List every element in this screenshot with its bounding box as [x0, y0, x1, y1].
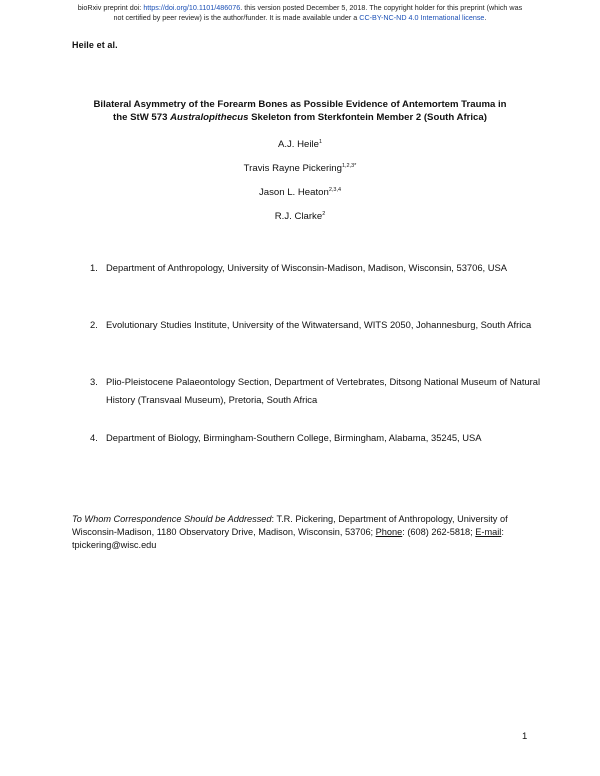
author-affiliation-marker: 2,3,4 — [328, 186, 342, 193]
page-number: 1 — [522, 731, 528, 742]
phone-label: Phone — [375, 527, 403, 538]
banner-line2-prefix: not certified by peer review) is the author/funder. It is made available under a — [113, 12, 360, 22]
author-1 — [0, 139, 600, 150]
author-2 — [0, 163, 600, 174]
affiliation-item-4 — [90, 429, 550, 447]
affiliation-number: 4. — [90, 432, 98, 443]
banner-line1-prefix: bioRxiv preprint doi: — [77, 3, 144, 12]
author-3 — [0, 187, 600, 198]
affiliation-text: Department of Anthropology, University of Wisconsin-Madison, Madison, Wisconsin, 53706, USA — [106, 262, 508, 273]
banner-line-2 — [0, 13, 600, 23]
affiliation-item-2 — [90, 316, 550, 334]
author-name: Travis Rayne Pickering — [243, 163, 342, 174]
title-line2-suffix: Skeleton from Sterkfontein Member 2 (South Africa) — [248, 112, 487, 123]
email-label: E-mail — [475, 527, 502, 538]
affiliation-text: Department of Biology, Birmingham-Southern College, Birmingham, Alabama, 35245, USA — [106, 432, 482, 443]
title-line-1: Bilateral Asymmetry of the Forearm Bones as Possible Evidence of Antemortem Trauma in — [93, 99, 507, 110]
correspondence-lead: To Whom Correspondence Should be Addressed — [72, 514, 272, 524]
banner-line2-suffix: . — [484, 12, 487, 22]
author-affiliation-marker: 2 — [322, 210, 326, 217]
title-line-2 — [40, 111, 560, 124]
author-name: Jason L. Heaton — [258, 187, 329, 198]
doi-link[interactable]: https://doi.org/10.1101/486076 — [143, 3, 241, 12]
banner-line-1 — [0, 3, 600, 13]
affiliation-number: 3. — [90, 376, 98, 387]
title-genus: Australopithecus — [170, 112, 249, 123]
correspondence-block — [72, 513, 532, 553]
correspondence-address: : T.R. Pickering, Department of Anthropology, University of Wisconsin-Madison, 1180 Observatory Drive, Madison, Wisconsin, 53706; — [72, 514, 508, 538]
affiliation-text: Evolutionary Studies Institute, University of the Witwatersand, WITS 2050, Johannesburg, South Africa — [106, 319, 532, 330]
author-affiliation-marker: 1 — [319, 138, 323, 145]
banner-line1-suffix: . this version posted December 5, 2018. The copyright holder for this preprint (which was — [240, 3, 523, 12]
running-head: Heile et al. — [72, 40, 118, 50]
affiliation-item-1 — [90, 259, 550, 277]
phone-number: : (608) 262-5818; — [402, 527, 476, 538]
license-link[interactable]: CC-BY-NC-ND 4.0 International license — [359, 12, 485, 22]
affiliation-number: 1. — [90, 262, 98, 273]
preprint-banner — [0, 3, 600, 22]
affiliation-item-3 — [90, 373, 550, 408]
affiliation-text: Plio-Pleistocene Palaeontology Section, Department of Vertebrates, Ditsong National Museum of Natural History (Transvaal Museum), Pretoria, South Africa — [106, 376, 541, 405]
affiliation-number: 2. — [90, 319, 98, 330]
title-line2-prefix: the StW 573 — [113, 112, 171, 123]
author-4 — [0, 211, 600, 222]
author-name: R.J. Clarke — [274, 211, 323, 222]
email-address[interactable]: : tpickering@wisc.edu — [72, 527, 504, 551]
paper-title — [40, 98, 560, 124]
author-affiliation-marker: 1,2,3* — [341, 162, 357, 169]
author-name: A.J. Heile — [277, 139, 319, 150]
